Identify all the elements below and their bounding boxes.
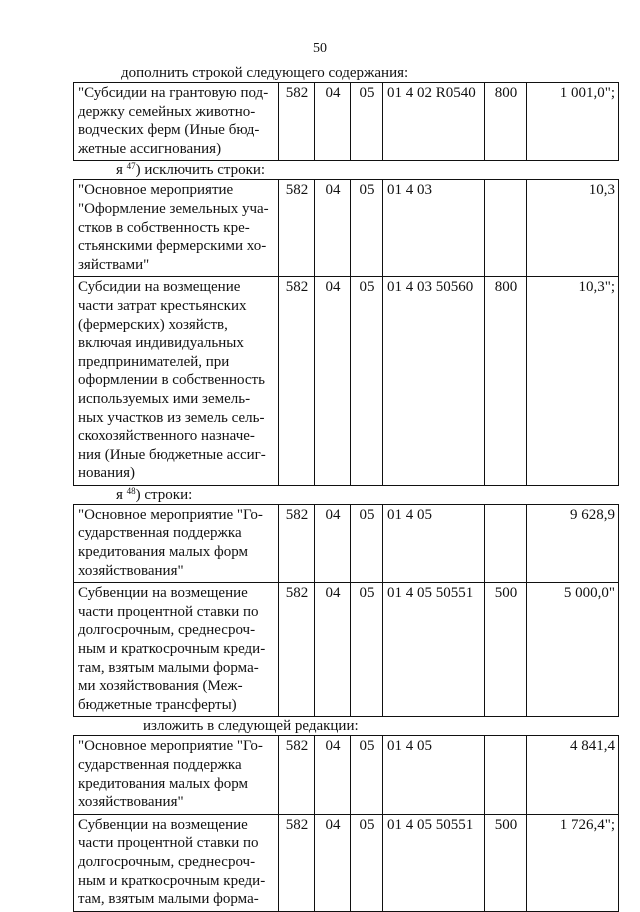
- grbs-code-cell: 582: [279, 180, 315, 277]
- name-cell: [74, 814, 279, 911]
- name-line: кредитования малых форм: [78, 775, 248, 792]
- name-line: включая индивидуальных: [78, 335, 244, 352]
- amount-cell: 1 001,0";: [527, 83, 619, 161]
- table-row: [74, 583, 619, 717]
- name-line: Субвенции на возмещение: [78, 585, 248, 602]
- table-excluded-rows: [73, 179, 619, 486]
- name-line: жетные ассигнования): [78, 140, 222, 157]
- name-line: сударственная поддержка: [78, 757, 242, 773]
- table-add-row: [73, 82, 619, 161]
- target-article-cell: 01 4 03 50560: [383, 277, 485, 486]
- subsection-code-cell: 05: [351, 277, 383, 486]
- intro-exclude-prefix: я: [116, 162, 127, 179]
- expense-type-cell: 500: [485, 583, 527, 717]
- name-line: нования): [78, 465, 136, 482]
- name-line: ным и краткосрочным креди-: [78, 872, 266, 889]
- subsection-code-cell: 05: [351, 504, 383, 582]
- name-line: части затрат крестьянских: [78, 297, 247, 314]
- name-line: хозяйствования": [78, 794, 184, 811]
- grbs-code-cell: 582: [279, 504, 315, 582]
- name-line: "Субсидии на грантовую под-: [78, 85, 269, 101]
- name-line: бюджетные трансферты): [78, 696, 237, 713]
- amount-cell: 9 628,9: [527, 504, 619, 582]
- grbs-code-cell: 582: [279, 83, 315, 161]
- page-number: 50: [313, 41, 327, 56]
- name-cell: [74, 277, 279, 486]
- name-line: используемых ими земель-: [78, 390, 251, 407]
- section-code-cell: 04: [315, 583, 351, 717]
- section-code-cell: 04: [315, 277, 351, 486]
- table-row: [74, 277, 619, 486]
- table-row: [74, 180, 619, 277]
- name-line: стьянскими фермерскими хо-: [78, 238, 267, 255]
- name-line: держку семейных животно-: [78, 103, 256, 120]
- table-row: [74, 814, 619, 911]
- name-line: ния (Иные бюджетные ассиг-: [78, 446, 266, 463]
- name-line: долгосрочным, среднесроч-: [78, 622, 256, 639]
- intro-old-text: ) строки:: [135, 486, 193, 503]
- amount-cell: 10,3";: [527, 277, 619, 486]
- name-cell: [74, 736, 279, 814]
- name-line: сударственная поддержка: [78, 525, 242, 542]
- name-line: части процентной ставки по: [78, 835, 259, 852]
- amount-cell: 5 000,0": [527, 583, 619, 717]
- name-line: Субсидии на возмещение: [78, 279, 241, 296]
- table-row: [74, 83, 619, 161]
- name-line: "Основное мероприятие "Го-: [78, 738, 263, 755]
- subsection-code-cell: 05: [351, 180, 383, 277]
- target-article-cell: 01 4 02 R0540: [383, 83, 485, 161]
- subsection-code-cell: 05: [351, 736, 383, 814]
- name-line: части процентной ставки по: [78, 603, 259, 620]
- expense-type-cell: 800: [485, 277, 527, 486]
- name-cell: [74, 583, 279, 717]
- amount-cell: 10,3: [527, 180, 619, 277]
- intro-old-rows: [73, 486, 618, 504]
- grbs-code-cell: 582: [279, 814, 315, 911]
- name-line: "Оформление земельных уча-: [78, 200, 269, 217]
- intro-exclude-rows: [73, 161, 618, 179]
- target-article-cell: 01 4 05 50551: [383, 814, 485, 911]
- table-new-rows: [73, 735, 619, 911]
- expense-type-cell: 500: [485, 814, 527, 911]
- name-line: предпринимателей, при: [78, 353, 230, 370]
- grbs-code-cell: 582: [279, 736, 315, 814]
- subsection-code-cell: 05: [351, 583, 383, 717]
- name-line: "Основное мероприятие: [78, 182, 234, 199]
- target-article-cell: 01 4 05: [383, 736, 485, 814]
- name-line: ми хозяйствования (Меж-: [78, 678, 243, 695]
- target-article-cell: 01 4 05 50551: [383, 583, 485, 717]
- table-row: [74, 736, 619, 814]
- name-line: кредитования малых форм: [78, 544, 248, 561]
- section-code-cell: 04: [315, 180, 351, 277]
- target-article-cell: 01 4 05: [383, 504, 485, 582]
- intro-new-edition: изложить в следующей редакции:: [143, 718, 359, 735]
- name-line: "Основное мероприятие "Го-: [78, 506, 263, 523]
- section-code-cell: 04: [315, 736, 351, 814]
- name-line: долгосрочным, среднесроч-: [78, 853, 256, 870]
- amount-cell: 1 726,4";: [527, 814, 619, 911]
- section-code-cell: 04: [315, 504, 351, 582]
- name-cell: [74, 83, 279, 161]
- section-code-cell: 04: [315, 83, 351, 161]
- name-line: там, взятым малыми форма-: [78, 659, 259, 676]
- footnote-47: 47: [126, 161, 136, 172]
- table-row: [74, 504, 619, 582]
- intro-old-prefix: я: [116, 486, 127, 503]
- intro-exclude-text: ) исключить строки:: [135, 162, 266, 179]
- table-old-rows: [73, 504, 619, 718]
- section-code-cell: 04: [315, 814, 351, 911]
- subsection-code-cell: 05: [351, 83, 383, 161]
- grbs-code-cell: 582: [279, 583, 315, 717]
- expense-type-cell: [485, 180, 527, 277]
- name-line: ным и краткосрочным креди-: [78, 641, 266, 658]
- grbs-code-cell: 582: [279, 277, 315, 486]
- target-article-cell: 01 4 03: [383, 180, 485, 277]
- expense-type-cell: 800: [485, 83, 527, 161]
- name-cell: [74, 180, 279, 277]
- name-line: стков в собственность кре-: [78, 219, 250, 236]
- footnote-48: 48: [126, 485, 136, 496]
- amount-cell: 4 841,4: [527, 736, 619, 814]
- name-line: хозяйствования": [78, 562, 184, 579]
- name-line: водческих ферм (Иные бюд-: [78, 122, 260, 139]
- expense-type-cell: [485, 504, 527, 582]
- name-line: зяйствами": [78, 256, 150, 273]
- name-line: скохозяйственного назначе-: [78, 428, 255, 445]
- document-body: [73, 64, 618, 912]
- name-line: ных участков из земель сель-: [78, 409, 265, 426]
- intro-add-rows: дополнить строкой следующего содержания:: [121, 65, 409, 81]
- expense-type-cell: [485, 736, 527, 814]
- name-line: оформлении в собственность: [78, 372, 265, 389]
- name-line: Субвенции на возмещение: [78, 816, 248, 833]
- name-line: (фермерских) хозяйств,: [78, 316, 228, 333]
- subsection-code-cell: 05: [351, 814, 383, 911]
- name-line: там, взятым малыми форма-: [78, 891, 259, 908]
- name-cell: [74, 504, 279, 582]
